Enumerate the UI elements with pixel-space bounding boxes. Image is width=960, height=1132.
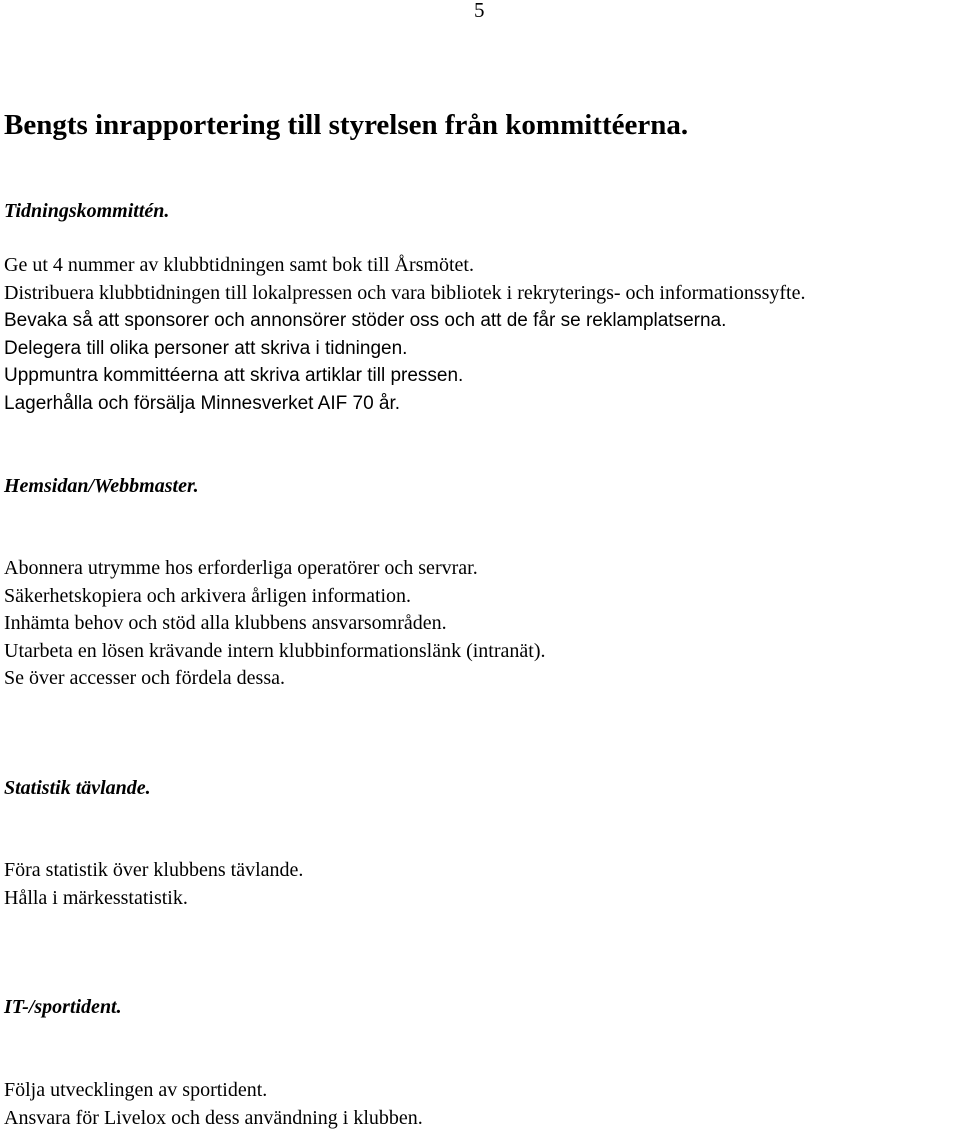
list-item: Uppmuntra kommittéerna att skriva artiklar till pressen. [4, 365, 464, 386]
list-item: Abonnera utrymme hos erforderliga operatörer och servrar. [4, 557, 478, 579]
section-heading-it-sportident: IT-/sportident. [4, 996, 122, 1018]
list-item: Ge ut 4 nummer av klubbtidningen samt bok till Årsmötet. [4, 254, 474, 276]
section-list-hemsidan [4, 555, 545, 693]
list-item: Säkerhetskopiera och arkivera årligen information. [4, 584, 412, 607]
list-item: Lagerhålla och försälja Minnesverket AIF 70 år. [4, 392, 401, 414]
list-item: Se över accesser och fördela dessa. [4, 667, 285, 689]
section-heading-tidningskommitten: Tidningskommittén. [4, 200, 170, 222]
list-item: Inhämta behov och stöd alla klubbens ansvarsområden. [4, 612, 447, 634]
list-item: Ansvara för Livelox och dess användning i klubben. [4, 1106, 423, 1129]
list-item: Föra statistik över klubbens tävlande. [4, 859, 304, 881]
page-number: 5 [474, 0, 485, 22]
list-item: Följa utvecklingen av sportident. [4, 1079, 268, 1101]
page-title: Bengts inrapportering till styrelsen från kommittéerna. [4, 109, 689, 141]
list-item: Delegera till olika personer att skriva i tidningen. [4, 337, 408, 359]
section-list-tidningskommitten [4, 252, 805, 417]
section-heading-hemsidan: Hemsidan/Webbmaster. [4, 475, 199, 497]
list-item: Hålla i märkesstatistik. [4, 886, 188, 909]
list-item: Utarbeta en lösen krävande intern klubbinformationslänk (intranät). [4, 639, 546, 662]
list-item: Distribuera klubbtidningen till lokalpressen och vara bibliotek i rekryterings- och informationssyfte. [4, 281, 806, 304]
section-heading-statistik: Statistik tävlande. [4, 777, 151, 799]
section-list-statistik [4, 857, 303, 912]
list-item: Bevaka så att sponsorer och annonsörer stöder oss och att de får se reklamplatserna. [4, 310, 727, 331]
section-list-it-sportident [4, 1077, 423, 1132]
